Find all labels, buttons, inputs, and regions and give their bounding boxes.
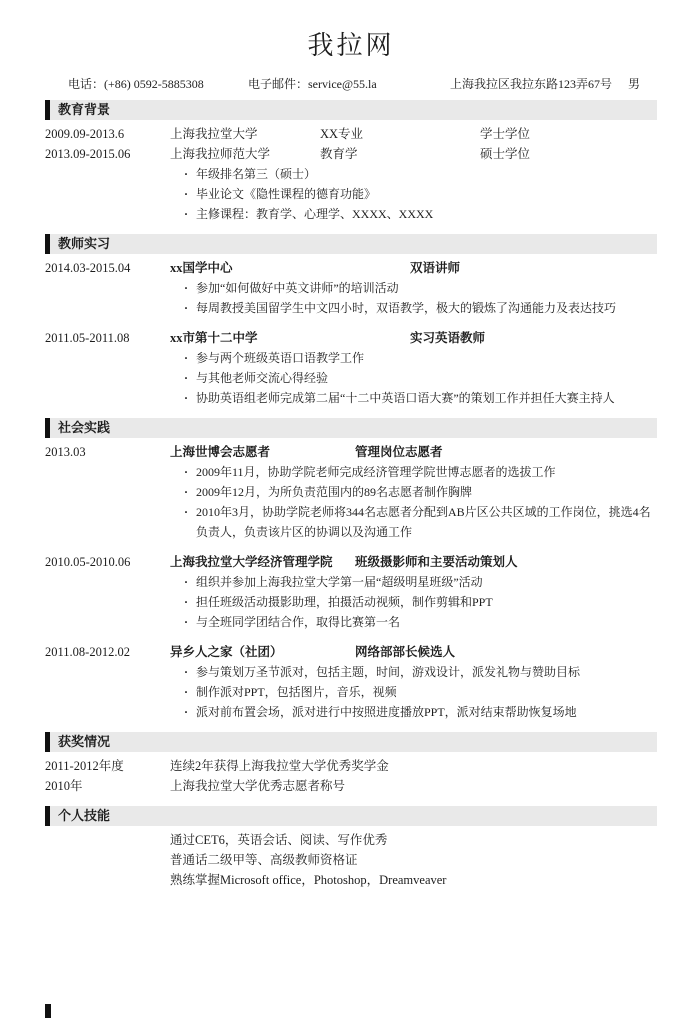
phone-number: (+86) 0592-5885308 [104,77,204,91]
bullet-dot-icon: · [184,505,189,519]
section-social-practice [45,418,657,722]
bullet-item [182,662,657,682]
entry [45,258,657,318]
entry-major: 教育学 [320,147,358,161]
bullet-item [182,184,657,204]
entry-date: 2011.08-2012.02 [45,645,130,659]
entry-head [45,776,657,796]
entry-school: 上海我拉堂大学 [170,127,258,141]
entry-head [45,144,657,164]
bullet-item [182,702,657,722]
section-header-skills [45,806,657,826]
bullet-dot-icon: · [184,705,189,719]
entry-date: 2011-2012年度 [45,759,124,773]
entry [45,328,657,408]
entry-award-text: 连续2年获得上海我拉堂大学优秀奖学金 [170,759,389,773]
bullet-item [182,612,657,632]
entry-head [45,830,657,850]
phone-item [68,75,204,92]
skill-item: 熟练掌握Microsoft office，Photoshop，Dreamveaver [170,873,447,887]
entry-degree: 硕士学位 [480,147,531,161]
bullet-text: 毕业论文《隐性课程的德育功能》 [196,187,377,201]
entry-role: 网络部部长候选人 [355,645,456,659]
entry-role: 实习英语教师 [410,331,486,345]
entry-date: 2010年 [45,779,83,793]
entry-role: 管理岗位志愿者 [355,445,443,459]
section-education [45,100,657,224]
entry [45,830,657,850]
bullet-item [182,388,657,408]
entry [45,756,657,776]
entry [45,870,657,890]
entry-date: 2010.05-2010.06 [45,555,131,569]
bullet-dot-icon: · [184,301,189,315]
bullet-item [182,682,657,702]
bullet-text: 2009年12月，为所负责范围内的89名志愿者制作胸牌 [196,485,473,499]
bullet-item [182,502,657,542]
section-entries [45,756,657,796]
bullet-dot-icon: · [184,595,189,609]
entry-date: 2009.09-2013.6 [45,127,125,141]
section-header-awards [45,732,657,752]
bullet-item [182,348,657,368]
section-title: 社会实践 [58,420,111,435]
section-skills [45,806,657,890]
section-title: 个人技能 [58,808,111,823]
bullet-dot-icon: · [184,615,189,629]
entry [45,442,657,542]
bullet-dot-icon: · [184,167,189,181]
email-item [248,75,377,92]
bullet-item [182,368,657,388]
entry-head [45,442,657,462]
entry [45,552,657,632]
entry [45,850,657,870]
bullet-item [182,278,657,298]
bullet-text: 与全班同学团结合作，取得比赛第一名 [196,615,401,629]
section-title: 获奖情况 [58,734,111,749]
bullet-dot-icon: · [184,187,189,201]
bullet-dot-icon: · [184,575,189,589]
bullet-text: 派对前布置会场，派对进行中按照进度播放PPT，派对结束帮助恢复场地 [196,705,577,719]
entry-award-text: 上海我拉堂大学优秀志愿者称号 [170,779,346,793]
entry-organization: 异乡人之家（社团） [170,645,283,659]
entry-head [45,124,657,144]
entry-head [45,552,657,572]
bullet-item [182,298,657,318]
bullet-item [182,204,657,224]
entry-head [45,328,657,348]
section-title: 教育背景 [58,102,111,117]
entry [45,642,657,722]
entry-head [45,756,657,776]
bullet-dot-icon: · [184,281,189,295]
bullet-dot-icon: · [184,665,189,679]
entry-date: 2013.09-2015.06 [45,147,131,161]
bullet-dot-icon: · [184,351,189,365]
bullet-text: 担任班级活动摄影助理，拍摄活动视频，制作剪辑和PPT [196,595,493,609]
entry-date: 2014.03-2015.04 [45,261,131,275]
entry-degree: 学士学位 [480,127,531,141]
bullet-item [182,592,657,612]
bullet-text: 2010年3月，协助学院老师将344名志愿者分配到AB片区公共区域的工作岗位，挑选4名负责人，负责该片区的协调以及沟通工作 [196,505,651,539]
bullet-item [182,462,657,482]
section-header-social-practice [45,418,657,438]
page-title: 我拉网 [307,31,395,60]
bullet-text: 2009年11月，协助学院老师完成经济管理学院世博志愿者的选拔工作 [196,465,556,479]
bullet-dot-icon: · [184,485,189,499]
bullet-text: 参加“如何做好中英文讲师”的培训活动 [196,281,399,295]
next-page-section-marker [45,1004,51,1018]
entry-head [45,642,657,662]
bullet-dot-icon: · [184,371,189,385]
bullet-text: 协助英语组老师完成第二届“十二中英语口语大赛”的策划工作并担任大赛主持人 [196,391,615,405]
entry-organization: xx国学中心 [170,261,233,275]
bullet-item [182,164,657,184]
bullet-dot-icon: · [184,465,189,479]
bullet-item [182,482,657,502]
entry [45,124,657,144]
bullet-text: 参与两个班级英语口语教学工作 [196,351,365,365]
section-title: 教师实习 [58,236,111,251]
section-entries [45,124,657,224]
section-entries [45,442,657,722]
bullet-text: 组织并参加上海我拉堂大学第一届“超级明星班级”活动 [196,575,483,589]
section-header-teaching-internship [45,234,657,254]
entry-head [45,870,657,890]
bullet-text: 与其他老师交流心得经验 [196,371,329,385]
entry-head [45,850,657,870]
address-text: 上海我拉区我拉东路123弄67号 [450,77,613,91]
bullet-text: 制作派对PPT，包括图片，音乐，视频 [196,685,397,699]
section-entries [45,830,657,890]
entry-date: 2013.03 [45,445,86,459]
gender-text: 男 [628,77,641,91]
bullet-item [182,572,657,592]
bullet-dot-icon: · [184,685,189,699]
email-address: service@55.la [308,77,377,91]
resume-page [0,30,700,890]
resume-sections [45,100,657,890]
section-header-education [45,100,657,120]
bullet-text: 参与策划万圣节派对，包括主题，时间，游戏设计，派发礼物与赞助目标 [196,665,581,679]
bullet-text: 每周教授美国留学生中文四小时，双语教学，极大的锻炼了沟通能力及表达技巧 [196,301,617,315]
section-awards [45,732,657,796]
entry-organization: 上海世博会志愿者 [170,445,271,459]
section-teaching-internship [45,234,657,408]
email-label: 电子邮件： [248,77,309,91]
bullet-dot-icon: · [184,207,189,221]
entry-school: 上海我拉师范大学 [170,147,271,161]
entry-role: 班级摄影师和主要活动策划人 [355,555,518,569]
entry-major: XX专业 [320,127,364,141]
skill-item: 普通话二级甲等、高级教师资格证 [170,853,358,867]
contact-info [45,75,657,90]
entry-head [45,258,657,278]
bullet-text: 主修课程：教育学、心理学、XXXX、XXXX [196,207,434,221]
entry [45,776,657,796]
entry-organization: xx市第十二中学 [170,331,258,345]
entry-role: 双语讲师 [410,261,461,275]
section-entries [45,258,657,408]
skill-item: 通过CET6，英语会话、阅读、写作优秀 [170,833,388,847]
entry [45,144,657,224]
bullet-text: 年级排名第三（硕士） [196,167,317,181]
bullet-dot-icon: · [184,391,189,405]
phone-label: 电话： [68,77,105,91]
entry-date: 2011.05-2011.08 [45,331,130,345]
entry-organization: 上海我拉堂大学经济管理学院 [170,555,333,569]
